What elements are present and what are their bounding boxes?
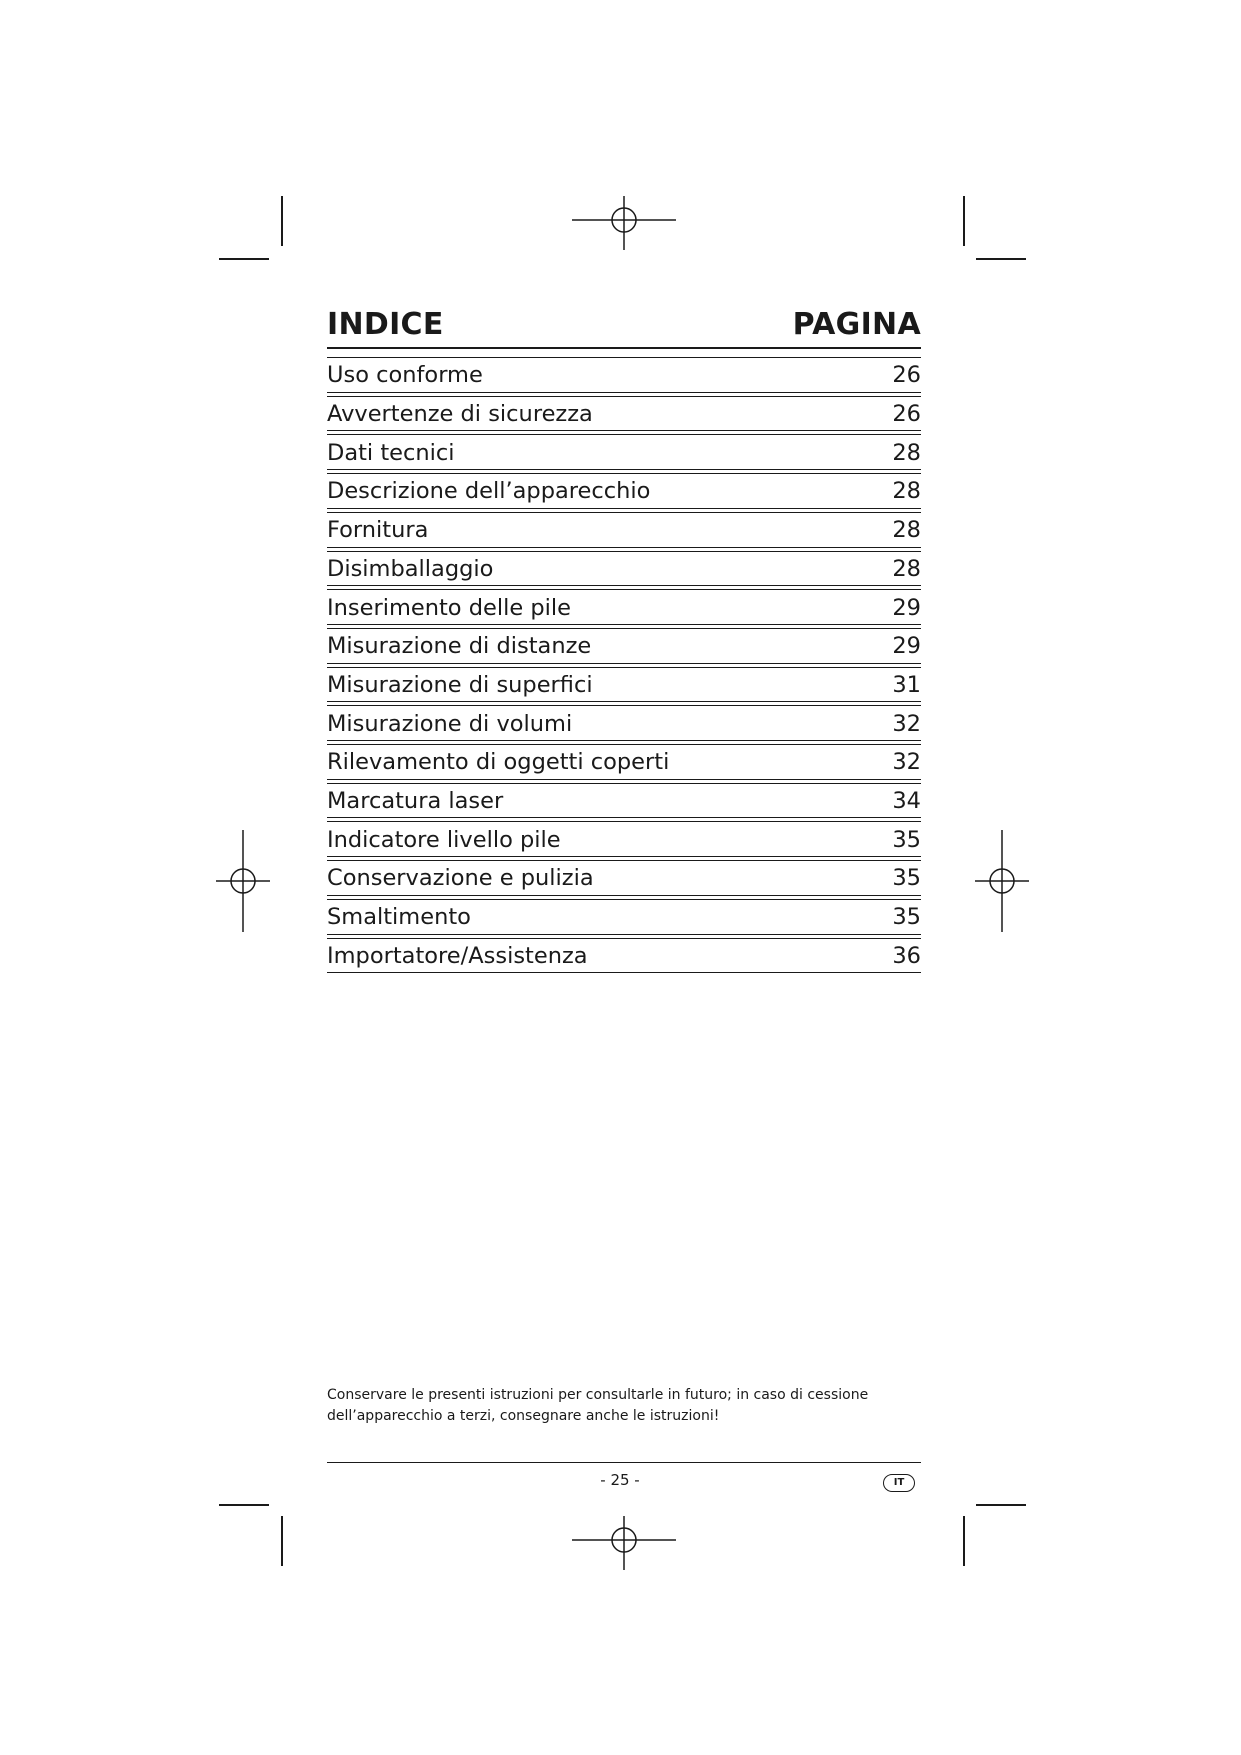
toc-row [327,746,921,779]
toc-item-page: 35 [892,865,921,892]
toc-item-page: 32 [892,710,921,737]
toc-row [327,591,921,624]
toc-rule [327,512,921,513]
toc-row [327,901,921,934]
toc-item-page: 26 [892,362,921,389]
toc-rule [327,817,921,818]
toc-page-label: PAGINA [792,307,921,342]
toc-item-page: 28 [892,517,921,544]
toc-rule [327,508,921,509]
toc-item-label: Rilevamento di oggetti coperti [327,749,670,776]
toc-row [327,475,921,508]
toc-item-page: 32 [892,749,921,776]
crop-mark-bottom-left-v [281,1516,283,1566]
footer-rule [327,1462,921,1463]
toc-rule [327,705,921,706]
toc-item-label: Misurazione di volumi [327,710,573,737]
toc-item-page: 35 [892,826,921,853]
note-line-2: dell’apparecchio a terzi, consegnare anche le istruzioni! [327,1408,720,1424]
instructions-note [327,1385,927,1427]
note-line-1: Conservare le presenti istruzioni per consultarle in futuro; in caso di cessione [327,1387,869,1403]
toc-item-label: Indicatore livello pile [327,826,561,853]
toc-item-page: 35 [892,904,921,931]
crop-mark-top-left-h [219,258,269,260]
toc-row [327,707,921,740]
toc-rule [327,589,921,590]
toc-rule [327,624,921,625]
toc-header [327,305,921,345]
toc-item-label: Dati tecnici [327,439,455,466]
toc-rule [327,860,921,861]
crop-mark-top-left-v [281,196,283,246]
toc-row [327,398,921,431]
toc-rule [327,783,921,784]
crop-mark-bottom-left-h [219,1504,269,1506]
toc-row [327,823,921,856]
toc-row [327,785,921,818]
toc-item-label: Fornitura [327,517,429,544]
toc-item-label: Uso conforme [327,362,483,389]
crop-mark-bottom-right-h [976,1504,1026,1506]
toc-item-page: 28 [892,439,921,466]
toc-rule [327,744,921,745]
toc-rule [327,469,921,470]
table-of-contents [327,305,921,978]
crop-mark-top-right-v [963,196,965,246]
toc-row [327,669,921,702]
toc-rule [327,740,921,741]
toc-item-label: Misurazione di distanze [327,633,592,660]
toc-rule [327,357,921,358]
toc-rule [327,938,921,939]
registration-mark-bottom-icon [572,1516,676,1570]
toc-rule [327,821,921,822]
toc-item-page: 26 [892,401,921,428]
toc-item-label: Smaltimento [327,904,471,931]
toc-row [327,940,921,973]
toc-row [327,436,921,469]
toc-item-page: 29 [892,633,921,660]
toc-rule [327,473,921,474]
toc-row [327,553,921,586]
toc-rule [327,547,921,548]
toc-rule [327,434,921,435]
toc-rule [327,663,921,664]
toc-item-page: 28 [892,478,921,505]
toc-item-label: Misurazione di superfici [327,671,593,698]
toc-item-label: Importatore/Assistenza [327,942,588,969]
toc-item-page: 34 [892,788,921,815]
page-number: - 25 - [600,1471,640,1489]
toc-row [327,862,921,895]
toc-rule [327,899,921,900]
toc-list [327,349,921,978]
toc-rule [327,430,921,431]
toc-rule [327,551,921,552]
toc-item-label: Avvertenze di sicurezza [327,401,593,428]
toc-rule [327,701,921,702]
toc-item-label: Inserimento delle pile [327,594,571,621]
toc-rule [327,934,921,935]
crop-mark-bottom-right-v [963,1516,965,1566]
toc-rule [327,585,921,586]
toc-item-label: Disimballaggio [327,555,494,582]
toc-rule [327,856,921,857]
toc-rule [327,972,921,973]
registration-mark-left-icon [216,830,270,932]
toc-item-page: 31 [892,671,921,698]
toc-item-label: Descrizione dell’apparecchio [327,478,651,505]
toc-rule [327,895,921,896]
toc-item-label: Marcatura laser [327,788,504,815]
language-badge: IT [883,1474,915,1492]
toc-title: INDICE [327,307,444,342]
toc-row [327,630,921,663]
toc-rule [327,396,921,397]
registration-mark-right-icon [975,830,1029,932]
toc-rule [327,667,921,668]
toc-row [327,359,921,392]
toc-item-label: Conservazione e pulizia [327,865,594,892]
crop-mark-top-right-h [976,258,1026,260]
toc-item-page: 36 [892,942,921,969]
toc-rule [327,628,921,629]
toc-row [327,514,921,547]
toc-item-page: 29 [892,594,921,621]
toc-rule [327,779,921,780]
toc-item-page: 28 [892,555,921,582]
toc-rule [327,392,921,393]
registration-mark-top-icon [572,196,676,250]
